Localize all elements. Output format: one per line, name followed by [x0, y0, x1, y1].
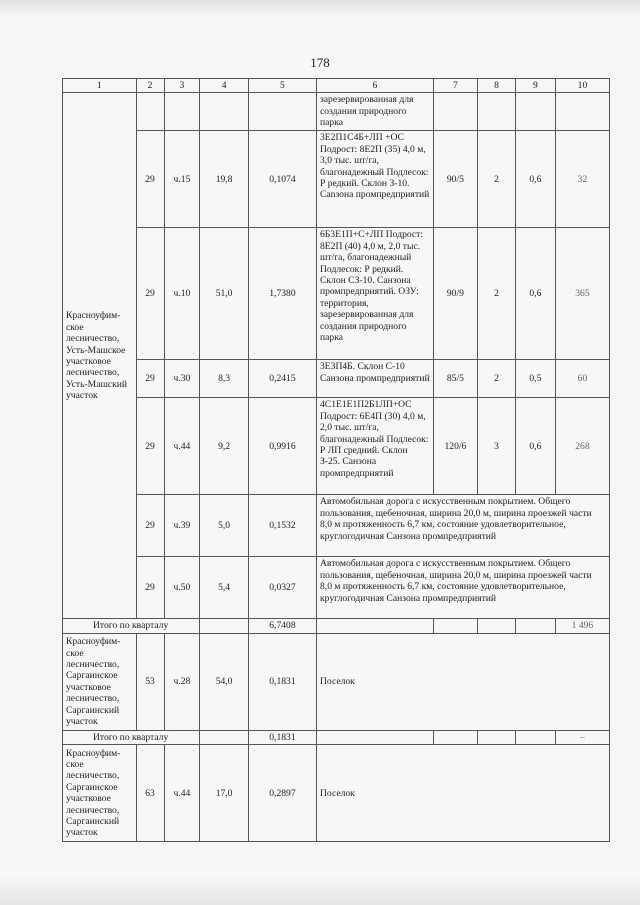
density-cell: 0,6 — [515, 131, 555, 228]
area-cell: 5,0 — [200, 495, 249, 557]
table-cell — [515, 730, 555, 744]
forest-plots-table — [62, 78, 610, 842]
quarter-cell: 29 — [136, 495, 164, 557]
volume-cell: 268 — [555, 398, 609, 495]
forestry-name: Красноуфим-ское лесничество, Усть-Машское участковое лесничество, Усть-Машский участок — [66, 310, 128, 402]
table-cell — [317, 730, 434, 744]
total-value: 6,7408 — [248, 619, 316, 633]
total-volume: – — [555, 730, 609, 744]
table-row — [63, 495, 610, 557]
quarter-cell: 53 — [136, 633, 164, 730]
table-row — [63, 228, 610, 360]
table-row — [63, 360, 610, 398]
table-cell — [478, 730, 516, 744]
table-cell — [433, 93, 477, 131]
volume-cell: 365 — [555, 228, 609, 360]
table-cell — [515, 93, 555, 131]
table-cell — [478, 93, 516, 131]
header-cell: 4 — [200, 79, 249, 93]
quarter-cell: 63 — [136, 745, 164, 842]
class-cell: 2 — [478, 360, 516, 398]
total-value: 0,1831 — [248, 730, 316, 744]
area-cell: 17,0 — [200, 745, 249, 842]
description-cell: 3Е2П1С4Б+ЛП +ОС Подрост: 8Е2П (35) 4,0 м, 3,0 тыс. шт/га, благонадежный Подлесок: Р редкий. Склон З-10. Сanзона промпредприятий — [317, 131, 434, 228]
age-cell: 85/5 — [433, 360, 477, 398]
class-cell: 3 — [478, 398, 516, 495]
table-cell — [200, 93, 249, 131]
table-row — [63, 398, 610, 495]
header-cell: 10 — [555, 79, 609, 93]
table-row — [63, 557, 610, 619]
section-cell: ч.50 — [164, 557, 200, 619]
total-volume: 1 496 — [555, 619, 609, 633]
age-cell: 120/6 — [433, 398, 477, 495]
road-description-cell: Автомобильная дорога с искусственным покрытием. Общего пользования, щебеночная, ширина 20,0 м, ширина проезжей части 8,0 м протяженность 6,7 км, состояние удовлетворительное, круглогодичная Санзона промпредприятий — [317, 495, 610, 557]
class-cell: 2 — [478, 228, 516, 360]
header-cell: 8 — [478, 79, 516, 93]
table-row — [63, 131, 610, 228]
forestry-cell: Красноуфим-ское лесничество, Саргаинское участковое лесничество, Саргаинский участок — [63, 633, 137, 730]
quarter-cell: 29 — [136, 228, 164, 360]
density-cell: 0,5 — [515, 360, 555, 398]
description-cell: 6Б3Е1П+С+ЛП Подрост: 8Е2П (40) 4,0 м, 2,0 тыс. шт/га, благонадежный Подлесок: Р редкий. Склон СЗ-10. Санзона промпредприятий. ОЗУ: территория, зарезервированная для создания природного парка — [317, 228, 434, 360]
table-cell — [478, 619, 516, 633]
table-cell — [200, 730, 249, 744]
value-cell: 0,1074 — [248, 131, 316, 228]
value-cell: 0,2415 — [248, 360, 316, 398]
section-cell: ч.30 — [164, 360, 200, 398]
table-cell — [200, 619, 249, 633]
class-cell: 2 — [478, 131, 516, 228]
table-cell — [555, 93, 609, 131]
area-cell: 5,4 — [200, 557, 249, 619]
total-label: Итого по кварталу — [63, 730, 200, 744]
forestry-cell — [63, 93, 137, 619]
scan-edge-top — [0, 0, 640, 14]
section-cell: ч.10 — [164, 228, 200, 360]
page-number: 178 — [310, 55, 330, 70]
table-cell — [136, 93, 164, 131]
header-row — [63, 79, 610, 93]
section-cell: ч.15 — [164, 131, 200, 228]
description-cell: 4С1Е1Е1П2Б1ЛП+ОС Подрост: 6Е4П (30) 4,0 м, 2,0 тыс. шт/га, благонадежный Подлесок: Р ЛП средний. Склон З-25. Санзона промпредприятий — [317, 398, 434, 495]
value-cell: 0,2897 — [248, 745, 316, 842]
quarter-cell: 29 — [136, 131, 164, 228]
header-cell: 7 — [433, 79, 477, 93]
total-label: Итого по кварталу — [63, 619, 200, 633]
table-cell — [317, 619, 434, 633]
age-cell: 90/9 — [433, 228, 477, 360]
table-cell — [515, 619, 555, 633]
section-cell: ч.28 — [164, 633, 200, 730]
volume-cell: 60 — [555, 360, 609, 398]
description-cell: зарезервированная для создания природного парка — [317, 93, 434, 131]
header-cell: 9 — [515, 79, 555, 93]
value-cell: 0,9916 — [248, 398, 316, 495]
description-cell: 3Е3П4Б. Склон С-10 Санзона промпредприятий — [317, 360, 434, 398]
area-cell: 19,8 — [200, 131, 249, 228]
value-cell: 0,1532 — [248, 495, 316, 557]
table-cell — [164, 93, 200, 131]
header-cell: 1 — [63, 79, 137, 93]
value-cell: 0,1831 — [248, 633, 316, 730]
table-row — [63, 93, 610, 131]
area-cell: 8,3 — [200, 360, 249, 398]
description-cell: Поселок — [317, 633, 610, 730]
area-cell: 51,0 — [200, 228, 249, 360]
total-row — [63, 619, 610, 633]
value-cell: 0,0327 — [248, 557, 316, 619]
table-cell — [433, 730, 477, 744]
description-cell: Поселок — [317, 745, 610, 842]
value-cell: 1,7380 — [248, 228, 316, 360]
scan-edge-bottom — [0, 875, 640, 905]
header-cell: 3 — [164, 79, 200, 93]
quarter-cell: 29 — [136, 398, 164, 495]
section-cell: ч.44 — [164, 745, 200, 842]
header-cell: 6 — [317, 79, 434, 93]
age-cell: 90/5 — [433, 131, 477, 228]
header-cell: 2 — [136, 79, 164, 93]
density-cell: 0,6 — [515, 228, 555, 360]
quarter-cell: 29 — [136, 360, 164, 398]
table-row — [63, 745, 610, 842]
area-cell: 9,2 — [200, 398, 249, 495]
section-cell: ч.44 — [164, 398, 200, 495]
quarter-cell: 29 — [136, 557, 164, 619]
table-cell — [248, 93, 316, 131]
header-cell: 5 — [248, 79, 316, 93]
section-cell: ч.39 — [164, 495, 200, 557]
density-cell: 0,6 — [515, 398, 555, 495]
total-row — [63, 730, 610, 744]
forestry-cell: Красноуфим-ское лесничество, Саргаинское участковое лесничество, Саргаинский участок — [63, 745, 137, 842]
road-description-cell: Автомобильная дорога с искусственным покрытием. Общего пользования, щебеночная, ширина 20,0 м, ширина проезжей части 8,0 м протяженность 6,7 км, состояние удовлетворительное, круглогодичная Санзона промпредприятий — [317, 557, 610, 619]
table-cell — [433, 619, 477, 633]
table-row — [63, 633, 610, 730]
area-cell: 54,0 — [200, 633, 249, 730]
volume-cell: 32 — [555, 131, 609, 228]
